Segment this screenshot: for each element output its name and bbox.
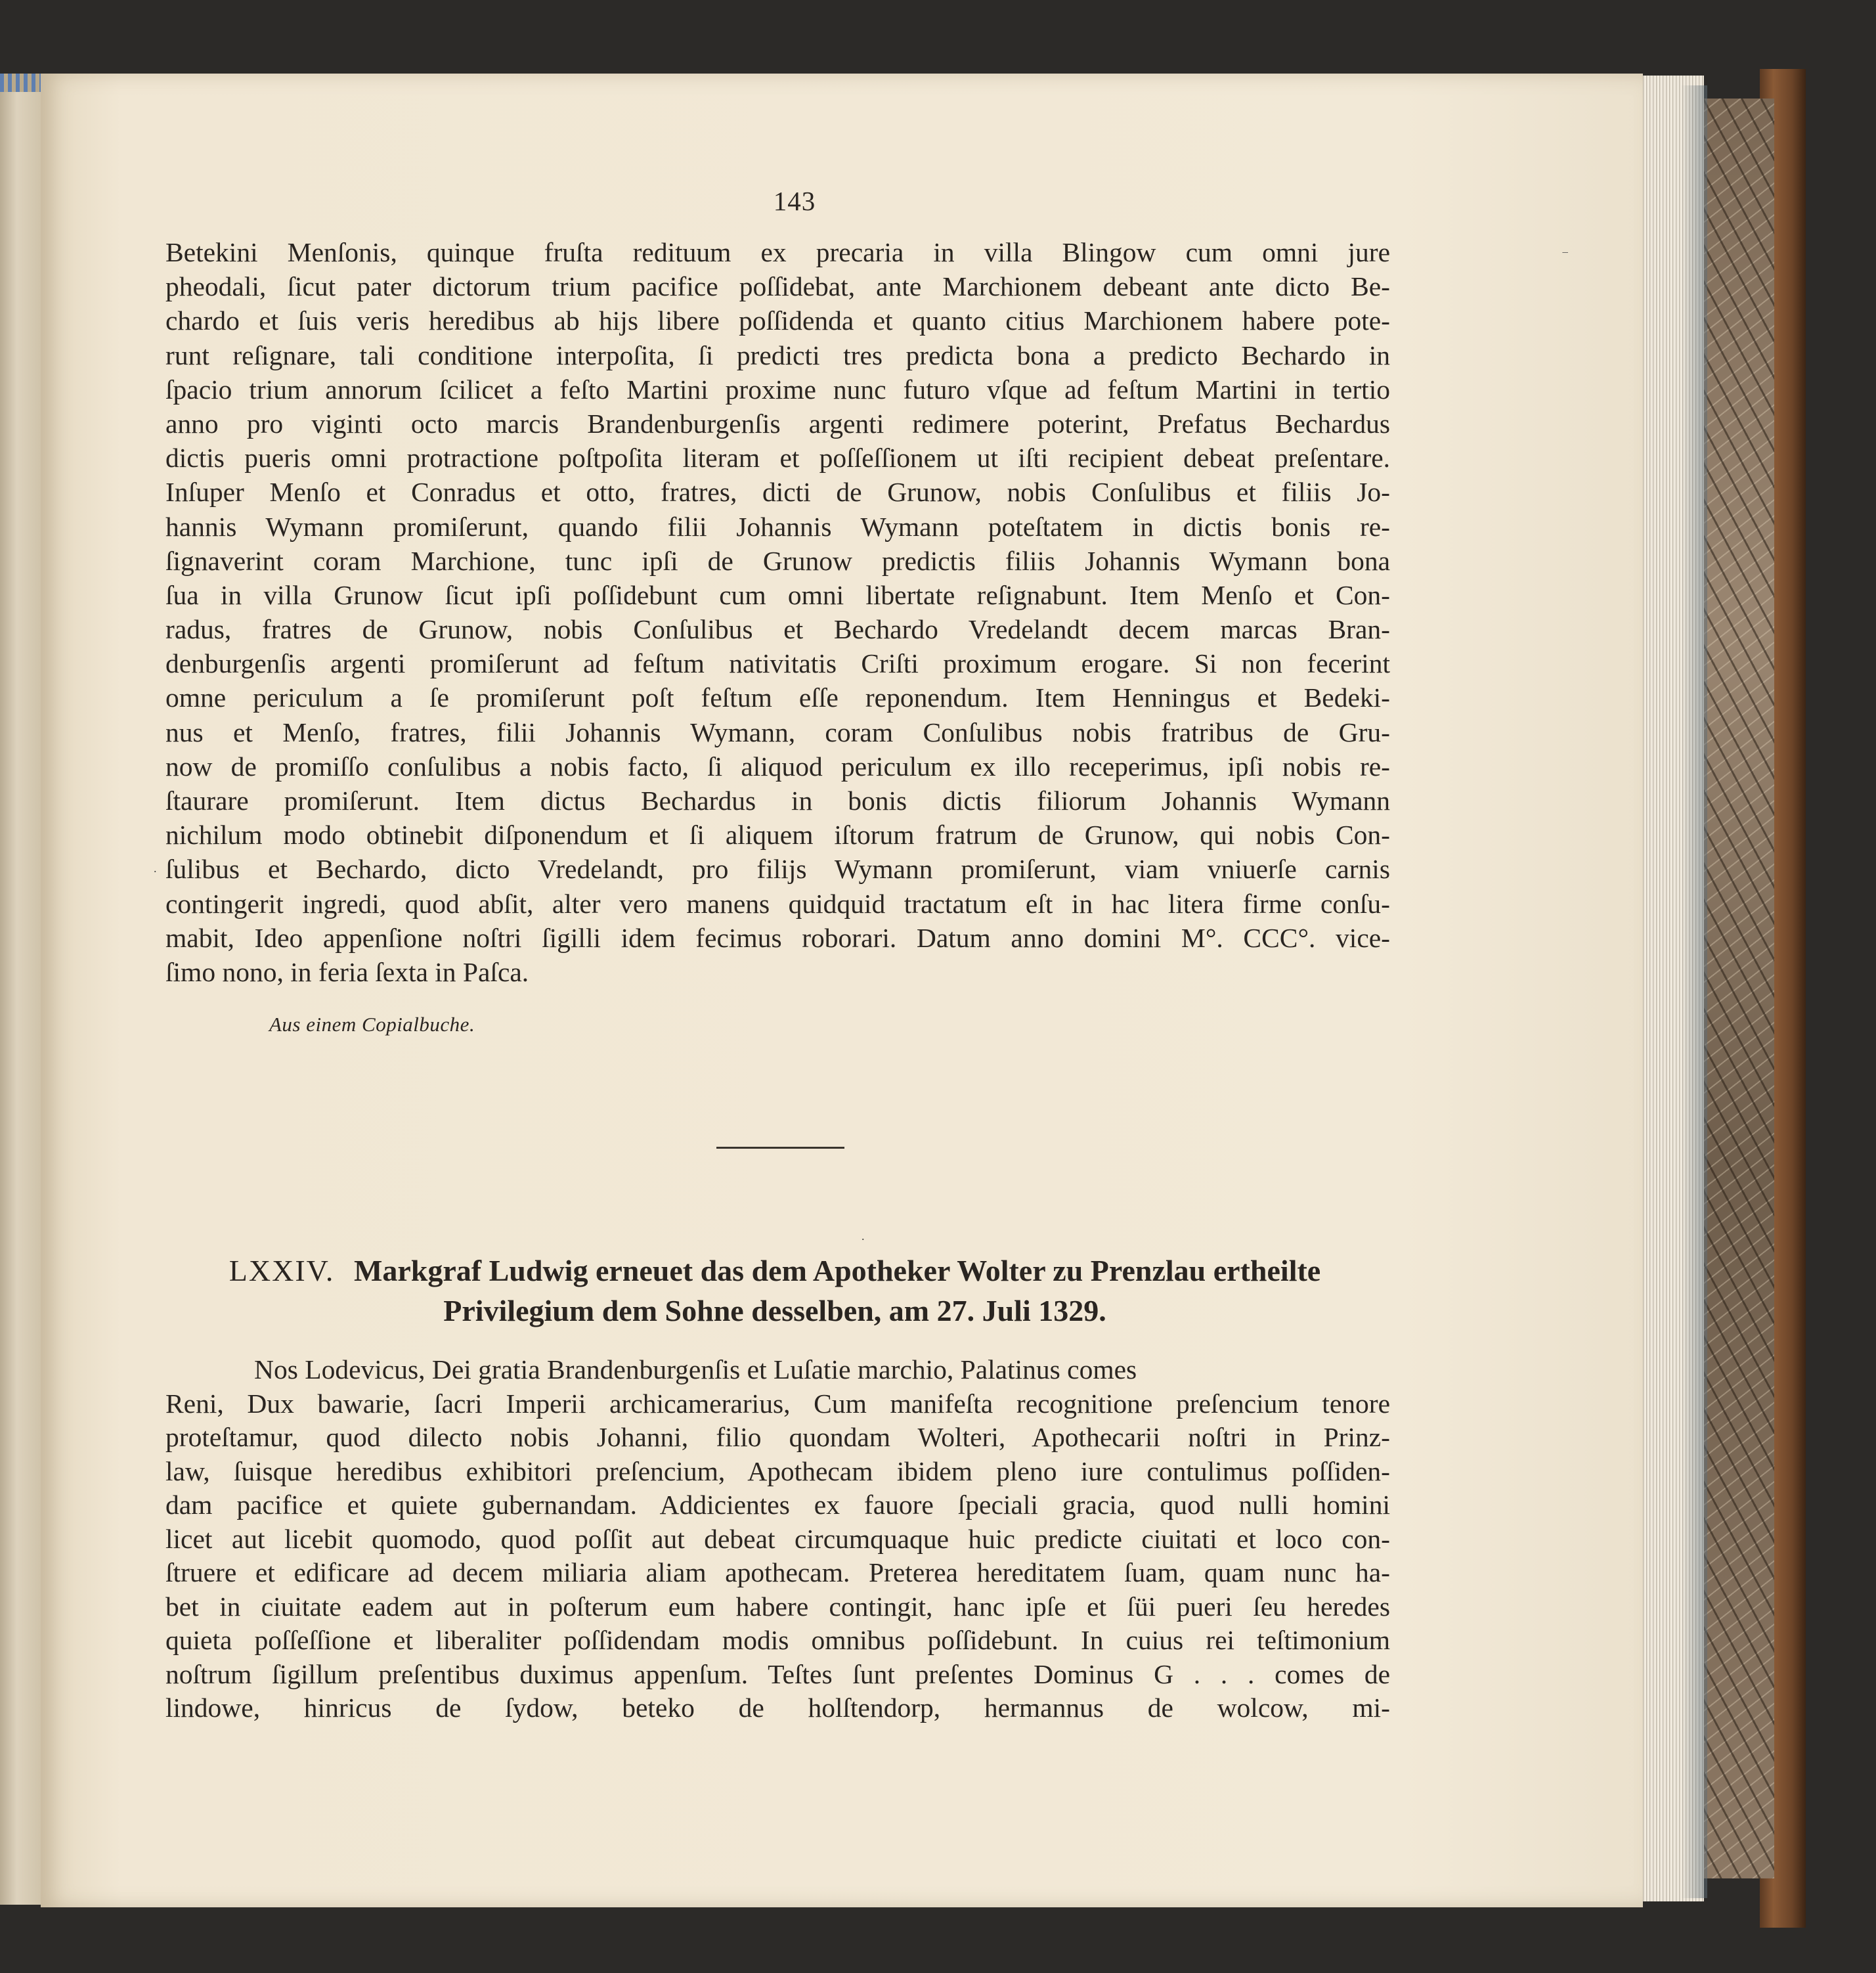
section-divider <box>716 1147 844 1149</box>
text-line: Reni, Dux bawarie, ſacri Imperii archicamerarius, Cum manifeſta recognitione preſencium tenore <box>165 1388 1390 1419</box>
text-line: radus, fratres de Grunow, nobis Conſulibus et Bechardo Vredelandt decem marcas Bran- <box>165 614 1390 645</box>
heading-title: Markgraf Ludwig erneuet das dem Apotheker Wolter zu Prenzlau ertheilte <box>353 1254 1321 1287</box>
text-line: bet in ciuitate eadem aut in poſterum eum habere contingit, hanc ipſe et ſüi pueri ſeu heredes <box>165 1591 1390 1622</box>
text-line: licet aut licebit quomodo, quod poſſit aut debeat circumquaque huic predicte ciuitati et loco con- <box>165 1523 1390 1554</box>
left-page-edge <box>0 85 42 1905</box>
text-line: lindowe, hinricus de ſydow, beteko de holſtendorp, hermannus de wolcow, mi- <box>165 1693 1390 1723</box>
text-line: ſtaurare promiſerunt. Item dictus Bechardus in bonis dictis filiorum Johannis Wymann <box>165 786 1390 816</box>
document-body-lower <box>165 1353 1390 1725</box>
text-line: ſignaverint coram Marchione, tunc ipſi de Grunow predictis filiis Johannis Wymann bona <box>165 545 1390 576</box>
text-line: ſua in villa Grunow ſicut ipſi poſſidebunt cum omni libertate reſignabunt. Item Menſo et Con- <box>165 579 1390 610</box>
heading-line-2: Privilegium dem Sohne desselben, am 27. Juli 1329. <box>443 1294 1106 1327</box>
text-line: ſtruere et edificare ad decem miliaria aliam apothecam. Preterea hereditatem ſuam, quam nunc ha- <box>165 1557 1390 1587</box>
document-body-upper <box>165 235 1390 989</box>
margin-mark: ‾ <box>1563 251 1568 267</box>
text-line: law, ſuisque heredibus exhibitori preſencium, Apothecam ibidem pleno iure contulimus poſſiden- <box>165 1455 1390 1486</box>
fore-edge-shadow <box>1681 85 1707 1898</box>
text-line: anno pro viginti octo marcis Brandenburgenſis argenti redimere poterint, Prefatus Bechardus <box>165 408 1390 439</box>
source-note: Aus einem Copialbuche. <box>269 1013 475 1036</box>
text-line: denburgenſis argenti promiſerunt ad feſtum nativitatis Criſti proximum erogare. Si non fecerint <box>165 648 1390 679</box>
text-line: mabit, Ideo appenſione noſtri ſigilli idem fecimus roborari. Datum anno domini M°. CCC°. vice- <box>165 922 1390 953</box>
text-line: dictis pueris omni protractione poſtpoſita literam et poſſeſſionem ut iſti recipient debeat preſentare. <box>165 443 1390 474</box>
text-line: noſtrum ſigillum preſentibus duximus appenſum. Teſtes ſunt preſentes Dominus G . . . comes de <box>165 1658 1390 1689</box>
text-line: ſulibus et Bechardo, dicto Vredelandt, pro filijs Wymann promiſerunt, viam vniuerſe carnis <box>165 854 1390 885</box>
text-line: nichilum modo obtinebit diſponendum et ſi aliquem iſtorum fratrum de Grunow, qui nobis Con- <box>165 820 1390 851</box>
text-line: now de promiſſo conſulibus a nobis facto, ſi aliquod periculum ex illo receperimus, ipſi nobis re- <box>165 751 1390 782</box>
text-line: ſimo nono, in feria ſexta in Paſca. <box>165 956 529 987</box>
text-line: pheodali, ſicut pater dictorum trium pacifice poſſidebat, ante Marchionem debeant ante dicto Be- <box>165 271 1390 302</box>
text-line: runt reſignare, tali conditione interpoſita, ſi predicti tres predicta bona a predicto Bechardo in <box>165 340 1390 370</box>
page-number: 143 <box>773 186 816 216</box>
text-line: chardo et ſuis veris heredibus ab hijs libere poſſidenda et quanto citius Marchionem habere pote- <box>165 305 1390 336</box>
text-line: ſpacio trium annorum ſcilicet a feſto Martini proxime nunc futuro vſque ad feſtum Martini in tertio <box>165 374 1390 405</box>
heading-line-1 <box>197 1251 1353 1291</box>
text-line: proteſtamur, quod dilecto nobis Johanni, filio quondam Wolteri, Apothecarii noſtri in Prinz- <box>165 1422 1390 1452</box>
text-line: nus et Menſo, fratres, filii Johannis Wymann, coram Conſulibus nobis fratribus de Gru- <box>165 717 1390 747</box>
text-line: contingerit ingredi, quod abſit, alter vero manens quidquid tractatum eſt in hac litera firme conſu- <box>165 888 1390 919</box>
document-number: LXXIV. <box>229 1254 335 1287</box>
marbled-endpaper <box>1701 99 1774 1878</box>
text-line: Nos Lodevicus, Dei gratia Brandenburgenſis et Luſatie marchio, Palatinus comes <box>254 1354 1137 1385</box>
stray-mark: . <box>154 862 157 875</box>
text-line: omne periculum a ſe promiſerunt poſt feſtum eſſe reponendum. Item Henningus et Bedeki- <box>165 682 1390 713</box>
document-heading <box>197 1251 1353 1331</box>
text-line: quieta poſſeſſione et liberaliter poſſidendam modis omnibus poſſidebunt. In cuius rei teſtimonium <box>165 1625 1390 1655</box>
text-line: Betekini Menſonis, quinque fruſta redituum ex precaria in villa Blingow cum omni jure <box>165 237 1390 267</box>
text-line: hannis Wymann promiſerunt, quando filii Johannis Wymann poteſtatem in dictis bonis re- <box>165 511 1390 542</box>
text-line: Inſuper Menſo et Conradus et otto, fratres, dicti de Grunow, nobis Conſulibus et filiis Jo- <box>165 477 1390 508</box>
stray-mark: . <box>862 1230 865 1243</box>
text-line: dam pacifice et quiete gubernandam. Addicientes ex fauore ſpeciali gracia, quod nulli homini <box>165 1490 1390 1520</box>
